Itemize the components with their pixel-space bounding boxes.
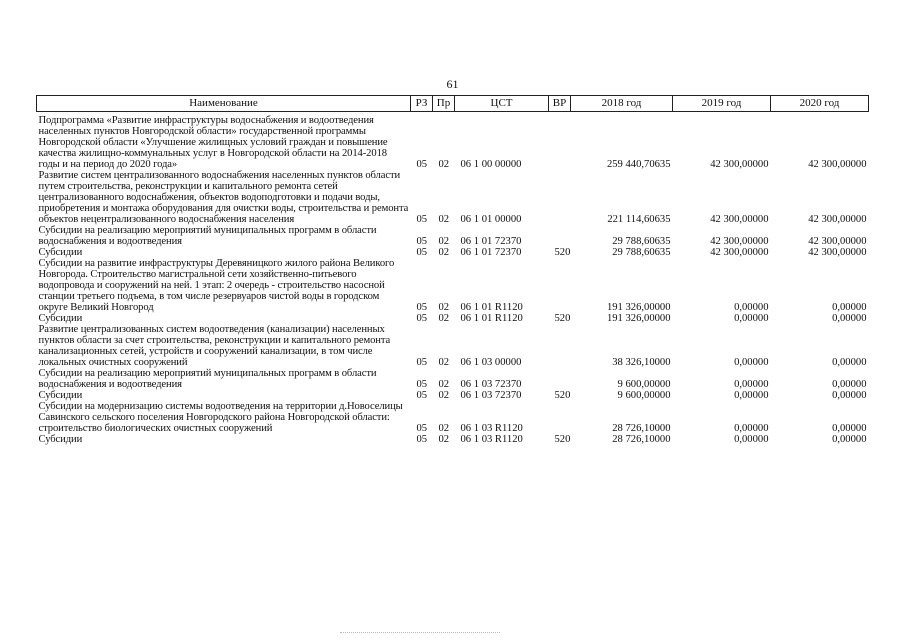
header-rz: РЗ [411, 96, 433, 112]
row-cst: 06 1 01 R1120 [460, 302, 523, 313]
row-rz: 05 [416, 302, 428, 313]
row-2019: 0,00000 [734, 434, 769, 445]
row-2019: 0,00000 [734, 390, 769, 401]
row-2019: 42 300,00000 [710, 247, 769, 258]
row-2018: 221 114,60635 [607, 214, 671, 225]
row-2020: 0,00000 [832, 379, 867, 390]
row-2019: 42 300,00000 [710, 214, 769, 225]
row-name: Субсидии на реализацию мероприятий муниципальных программ в области водоснабжения и водоотведения [38, 225, 377, 247]
row-name: Подпрограмма «Развитие инфраструктуры водоснабжения и водоотведения населенных пунктов Новгородской области» государственной программы Новгородской области «Улучшение жилищных условий граждан и повышение качества жилищно-коммунальных услуг в Новгородской области на 2014-2018 годы и на период до 2020 года» [38, 115, 388, 170]
row-2020: 42 300,00000 [808, 159, 867, 170]
header-vr: ВР [549, 96, 571, 112]
row-rz: 05 [416, 214, 428, 225]
row-2018: 29 788,60635 [612, 247, 671, 258]
row-vr [549, 258, 571, 313]
row-2019: 0,00000 [734, 302, 769, 313]
row-2020: 0,00000 [832, 423, 867, 434]
table-row [37, 313, 869, 324]
row-rz: 05 [416, 357, 428, 368]
row-2018: 259 440,70635 [606, 159, 671, 170]
header-cst: ЦСТ [455, 96, 549, 112]
header-name: Наименование [37, 96, 411, 112]
row-name: Субсидии [38, 247, 83, 258]
row-name: Субсидии на реализацию мероприятий муниципальных программ в области водоснабжения и водоотведения [38, 368, 377, 390]
row-vr [549, 225, 571, 247]
table-row [37, 170, 869, 225]
row-vr [549, 112, 571, 171]
row-cst: 06 1 03 R1120 [460, 423, 523, 434]
row-2019: 0,00000 [734, 423, 769, 434]
table-row [37, 247, 869, 258]
row-cst: 06 1 01 00000 [460, 214, 522, 225]
row-vr [549, 368, 571, 390]
row-vr: 520 [554, 390, 571, 401]
row-2018: 191 326,00000 [606, 313, 671, 324]
budget-table [36, 95, 869, 445]
row-vr: 520 [554, 434, 571, 445]
row-2020: 0,00000 [832, 357, 867, 368]
row-2019: 0,00000 [734, 357, 769, 368]
row-rz: 05 [416, 390, 428, 401]
row-pr: 02 [438, 313, 450, 324]
row-pr: 02 [438, 434, 450, 445]
row-2020: 0,00000 [832, 313, 867, 324]
row-2020: 42 300,00000 [808, 236, 867, 247]
row-cst: 06 1 00 00000 [460, 159, 522, 170]
row-2020: 0,00000 [832, 302, 867, 313]
row-rz: 05 [416, 313, 428, 324]
row-name: Субсидии на модернизацию системы водоотведения на территории д.Новоселицы Савинского сельского поселения Новгородского района Новгородской области: строительство биологических очистных сооружений [38, 401, 403, 434]
row-cst: 06 1 03 00000 [460, 357, 522, 368]
row-rz: 05 [416, 434, 428, 445]
table-row [37, 258, 869, 313]
row-2018: 28 726,10000 [612, 423, 671, 434]
row-rz: 05 [416, 423, 428, 434]
row-name: Субсидии [38, 434, 83, 445]
row-cst: 06 1 01 R1120 [460, 313, 523, 324]
row-pr: 02 [438, 247, 450, 258]
row-pr: 02 [438, 302, 450, 313]
row-2020: 0,00000 [832, 434, 867, 445]
row-name: Субсидии [38, 390, 83, 401]
row-2020: 42 300,00000 [808, 247, 867, 258]
table-row [37, 434, 869, 445]
table-row [37, 368, 869, 390]
header-2020: 2020 год [771, 96, 869, 112]
header-2019: 2019 год [673, 96, 771, 112]
row-2018: 29 788,60635 [612, 236, 671, 247]
row-2019: 0,00000 [734, 313, 769, 324]
row-rz: 05 [416, 236, 428, 247]
row-2018: 9 600,00000 [617, 390, 671, 401]
scan-artifact-line [340, 632, 500, 635]
table-row [37, 225, 869, 247]
row-cst: 06 1 01 72370 [460, 236, 522, 247]
row-pr: 02 [438, 159, 450, 170]
row-rz: 05 [416, 247, 428, 258]
row-2018: 28 726,10000 [612, 434, 671, 445]
row-pr: 02 [438, 214, 450, 225]
row-name: Развитие централизованных систем водоотведения (канализации) населенных пунктов области за счет строительства, реконструкции и капитального ремонта канализационных сетей, устройств и сооружений канализации, в том числе локальных очистных сооружений [38, 324, 391, 368]
table-row [37, 324, 869, 368]
row-rz: 05 [416, 379, 428, 390]
row-2019: 42 300,00000 [710, 236, 769, 247]
row-vr: 520 [554, 313, 571, 324]
row-2019: 42 300,00000 [710, 159, 769, 170]
row-2019: 0,00000 [734, 379, 769, 390]
row-vr [549, 170, 571, 225]
row-2018: 9 600,00000 [617, 379, 671, 390]
page-number: 61 [446, 77, 459, 91]
row-vr: 520 [554, 247, 571, 258]
row-rz: 05 [416, 159, 428, 170]
row-pr: 02 [438, 236, 450, 247]
row-name: Развитие систем централизованного водоснабжения населенных пунктов области путем строительства, реконструкции и капитального ремонта сетей централизованного водоснабжения, объектов водоподготовки и подачи воды, приобретения и монтажа оборудования для очистки воды, строительства и ремонта объектов нецентрализованного водоснабжения населения [38, 170, 409, 225]
row-vr [549, 401, 571, 434]
row-cst: 06 1 03 72370 [460, 390, 522, 401]
row-2018: 191 326,00000 [606, 302, 671, 313]
row-2020: 42 300,00000 [808, 214, 867, 225]
table-row [37, 401, 869, 434]
table-row [37, 390, 869, 401]
row-cst: 06 1 03 72370 [460, 379, 522, 390]
row-vr [549, 324, 571, 368]
row-2018: 38 326,10000 [612, 357, 671, 368]
row-cst: 06 1 03 R1120 [460, 434, 523, 445]
row-name: Субсидии на развитие инфраструктуры Деревяницкого жилого района Великого Новгорода. Строительство магистральной сети хозяйственно-питьевого водопровода и сооружений на ней. 1 этап: 2 очередь - строительство насосной станции третьего подъема, в том числе резервуаров чистой воды в городском округе Великий Новгород [38, 258, 395, 313]
row-name: Субсидии [38, 313, 83, 324]
row-pr: 02 [438, 379, 450, 390]
table-row [37, 112, 869, 171]
row-pr: 02 [438, 357, 450, 368]
header-2018: 2018 год [571, 96, 673, 112]
row-cst: 06 1 01 72370 [460, 247, 522, 258]
table-header-row [37, 96, 869, 112]
row-2020: 0,00000 [832, 390, 867, 401]
header-pr: Пр [433, 96, 455, 112]
row-pr: 02 [438, 390, 450, 401]
row-pr: 02 [438, 423, 450, 434]
